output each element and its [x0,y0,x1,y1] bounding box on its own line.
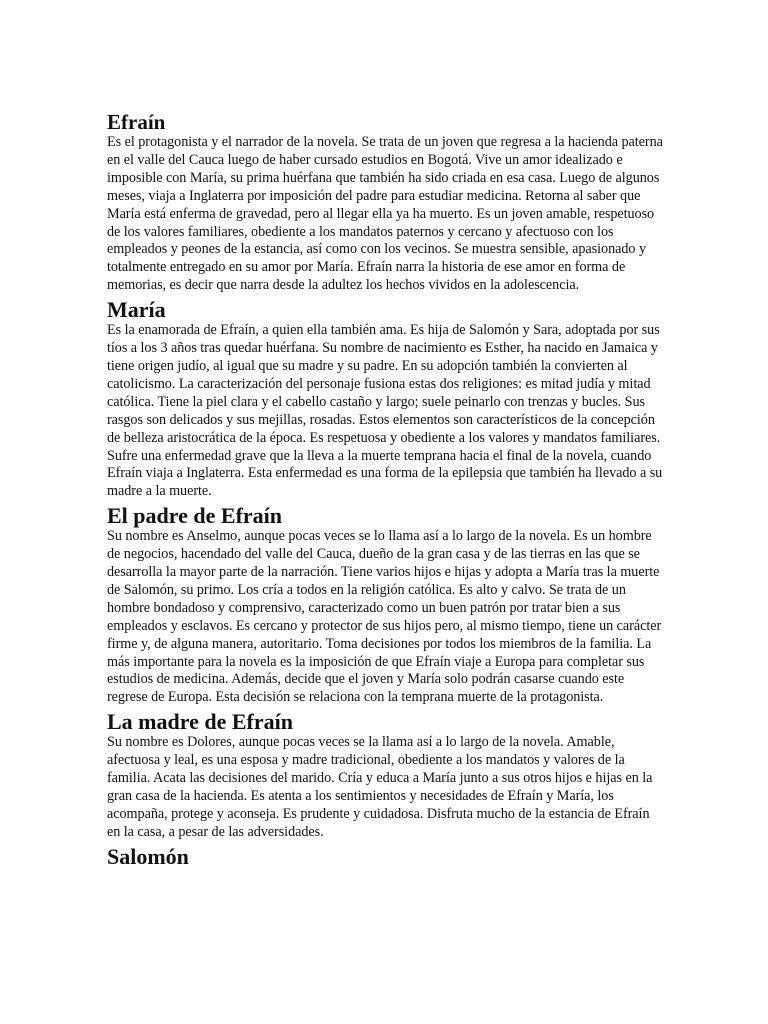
section-heading-salomon: Salomón [107,843,189,869]
section-heading-maria: María [107,297,166,323]
section-text-efrain: Es el protagonista y el narrador de la novela. Se trata de un joven que regresa a la hacienda paterna en el valle del Cauca luego de haber cursado estudios en Bogotá. Vive un amor idealizado e imposible con María, su prima huérfana que también ha sido criada en esa casa. Luego de algunos meses, viaja a Inglaterra por imposición del padre para estudiar medicina. Retorna al saber que María está enferma de gravedad, pero al llegar ella ya ha muerto. Es un joven amable, respetuoso de los valores familiares, obediente a los mandatos paternos y cercano y afectuoso con los empleados y peones de la estancia, así como con los vecinos. Se muestra sensible, apasionado y totalmente entregado en su amor por María. Efraín narra la historia de ese amor en forma de memorias, es decir que narra desde la adultez los hechos vividos en la adolescencia. [107,134,663,294]
document-page [107,110,663,869]
section-heading-madre: La madre de Efraín [107,709,293,735]
section-text-padre: Su nombre es Anselmo, aunque pocas veces se lo llama así a lo largo de la novela. Es un hombre de negocios, hacendado del valle del Cauca, dueño de la gran casa y de las tierras en las que se desarrolla la mayor parte de la narración. Tiene varios hijos e hijas y adopta a María tras la muerte de Salomón, su primo. Los cría a todos en la religión católica. Es alto y calvo. Se trata de un hombre bondadoso y comprensivo, caracterizado como un buen patrón por tratar bien a sus empleados y esclavos. Es cercano y protector de sus hijos pero, al mismo tiempo, tiene un carácter firme y, de alguna manera, autoritario. Toma decisiones por todos los miembros de la familia. La más importante para la novela es la imposición de que Efraín viaje a Europa para completar sus estudios de medicina. Además, decide que el joven y María solo podrán casarse cuando este regrese de Europa. Esta decisión se relaciona con la temprana muerte de la protagonista. [107,528,662,706]
section-heading-efrain: Efraín [107,110,166,134]
section-text-maria: Es la enamorada de Efraín, a quien ella también ama. Es hija de Salomón y Sara, adoptada por sus tíos a los 3 años tras quedar huérfana. Su nombre de nacimiento es Esther, ha nacido en Jamaica y tiene origen judío, al igual que su madre y su padre. En su adopción también la convierten al catolicismo. La caracterización del personaje fusiona estas dos religiones: es mitad judía y mitad católica. Tiene la piel clara y el cabello castaño y largo; suele peinarlo con trenzas y bucles. Sus rasgos son delicados y sus mejillas, rosadas. Estos elementos son característicos de la concepción de belleza aristocrática de la época. Es respetuosa y obediente a los valores y mandatos familiares. Sufre una enfermedad grave que la lleva a la muerte temprana hacia el final de la novela, cuando Efraín viaja a Inglaterra. Esta enfermedad es una forma de la epilepsia que también ha llevado a su madre a la muerte. [107,322,663,500]
section-text-madre: Su nombre es Dolores, aunque pocas veces se la llama así a lo largo de la novela. Amable, afectuosa y leal, es una esposa y madre tradicional, obediente a los mandatos y valores de la familia. Acata las decisiones del marido. Cría y educa a María junto a sus otros hijos e hijas en la gran casa de la hacienda. Es atenta a los sentimientos y necesidades de Efraín y María, los acompaña, protege y aconseja. Es prudente y cuidadosa. Disfruta mucho de la estancia de Efraín en la casa, a pesar de las adversidades. [107,734,653,840]
section-heading-padre: El padre de Efraín [107,503,283,529]
